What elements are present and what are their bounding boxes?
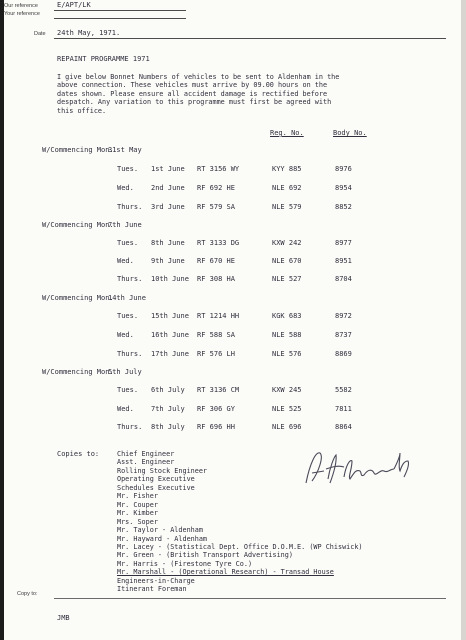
our-reference-value: E/APT/LK xyxy=(57,1,91,9)
copy-recipient: Chief Engineer xyxy=(117,450,175,458)
copy-recipient: Mr. Kimber xyxy=(117,509,158,518)
body-line: I give below Bonnet Numbers of vehicles to be sent to Aldenham in the xyxy=(57,73,340,81)
copy-recipient: Mr. Fisher xyxy=(117,492,158,501)
schedule-row: Thurs. 8th July RF 696 HH NLE 696 8864 xyxy=(117,423,352,431)
body-line: above connection. These vehicles must arrive by 09.00 hours on the xyxy=(57,81,328,90)
copy-recipient: Mr. Lacey - (Statistical Dept. Office D.O.M.E. (WP Chiswick) xyxy=(117,542,363,551)
week-heading: W/Commencing Mon. 7th June xyxy=(42,221,142,229)
copy-recipient: Mr. Harris - (Firestone Tyre Co.) xyxy=(117,559,253,568)
copy-recipient: Schedules Executive xyxy=(117,483,195,492)
copy-recipient: Mr. Hayward - Aldenham xyxy=(117,534,208,543)
schedule-row: Tues. 6th July RT 3136 CM KXW 245 5582 xyxy=(117,386,352,394)
copy-recipient: Engineers-in-Charge xyxy=(117,576,195,585)
your-reference-rule xyxy=(54,18,186,19)
schedule-row: Wed. 16th June RF 588 SA NLE 588 8737 xyxy=(117,331,352,339)
week-heading: W/Commencing Mon. 14th June xyxy=(42,294,146,302)
copy-recipient: Asst. Engineer xyxy=(117,458,175,467)
body-line: this office. xyxy=(57,106,107,115)
body-line: despatch. Any variation to this programme must first be agreed with xyxy=(57,98,332,107)
copy-recipient: Rolling Stock Engineer xyxy=(117,466,208,475)
schedule-row: Wed. 2nd June RF 692 HE NLE 692 8954 xyxy=(117,184,352,192)
schedule-row: Wed. 7th July RF 306 GY NLE 525 7811 xyxy=(117,405,352,413)
copy-to-label: Copy to: xyxy=(17,591,38,597)
copy-recipient: Itinerant Foreman xyxy=(117,585,187,594)
our-reference-label: Our reference xyxy=(4,3,38,9)
copy-recipient: Mr. Couper xyxy=(117,500,158,509)
copy-recipient: Operating Executive xyxy=(117,475,195,484)
date-label: Date xyxy=(34,31,46,37)
week-heading: W/Commencing Mon. 5th July xyxy=(42,368,142,376)
schedule-row: Tues. 15th June RT 1214 HH KGK 683 8972 xyxy=(117,312,352,320)
reg-no-header: Reg. No. xyxy=(270,129,304,137)
copy-to-rule xyxy=(54,598,446,599)
body-line: dates shown. Please ensure all accident damage is rectified before xyxy=(57,89,328,98)
typist-initials: JMB xyxy=(57,614,70,622)
letter-date: 24th May, 1971. xyxy=(57,29,121,37)
copies-to-label: Copies to: xyxy=(57,450,100,458)
schedule-row: Thurs. 3rd June RF 579 SA NLE 579 8852 xyxy=(117,203,352,211)
week-heading: W/Commencing Mon. 31st May xyxy=(42,146,142,154)
schedule-row: Tues. 8th June RT 3133 DG KXW 242 8977 xyxy=(117,239,352,247)
copy-recipient: Mr. Green - (British Transport Advertising) xyxy=(117,551,293,560)
schedule-row: Thurs. 10th June RF 308 HA NLE 527 8704 xyxy=(117,275,352,283)
schedule-row: Tues. 1st June RT 3156 WY KYY 885 8976 xyxy=(117,165,352,173)
body-paragraph xyxy=(57,73,402,115)
your-reference-label: Your reference xyxy=(4,11,40,17)
date-rule xyxy=(54,38,446,39)
schedule-row: Thurs. 17th June RF 576 LH NLE 576 8869 xyxy=(117,350,352,358)
reference-rule xyxy=(54,10,186,11)
subject-heading: REPAINT PROGRAMME 1971 xyxy=(57,55,150,63)
body-no-header: Body No. xyxy=(333,129,367,137)
copy-recipient: Mr. Taylor - Aldenham xyxy=(117,526,203,535)
copy-recipient: Mrs. Soper xyxy=(117,517,158,526)
copy-recipient: Mr. Marshall - (Operational Research) - Transad House xyxy=(117,568,334,577)
handwritten-signature xyxy=(300,443,420,493)
schedule-row: Wed. 9th June RF 670 HE NLE 670 8951 xyxy=(117,257,352,265)
